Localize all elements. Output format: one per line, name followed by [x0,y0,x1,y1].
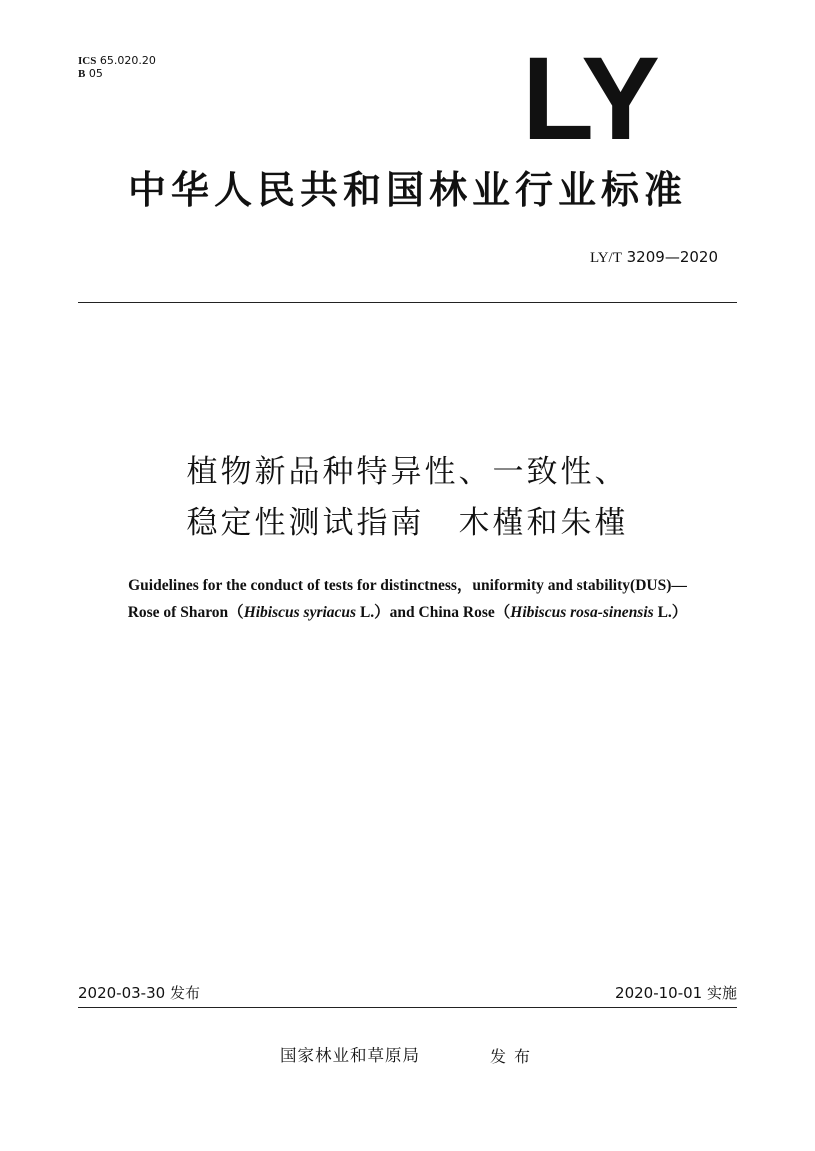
ly-logo: LY [522,33,658,165]
bottom-divider [78,1007,737,1008]
ccs-label: B [78,68,86,80]
effective-date: 2020-10-01 实施 [615,984,737,1002]
publish-date: 2020-03-30 发布 [78,984,200,1002]
english-title-species-2: Hibiscus rosa-sinensis [510,604,654,621]
ccs-code [78,67,103,81]
english-title-part-e: L.） [653,604,688,621]
top-divider [78,302,737,303]
english-title-line2 [30,601,785,625]
ics-value: 65.020.20 [99,54,156,67]
standard-title: 中华人民共和国林业行业标准 [127,168,687,212]
ccs-value: 05 [88,67,103,80]
ics-code [78,54,156,68]
standard-code-number: 3209—2020 [626,248,718,266]
english-title-part-c: L.）and China Rose（ [356,604,511,621]
english-title-species-1: Hibiscus syriacus [243,604,357,621]
main-title-line1: 植物新品种特异性、一致性、 [186,454,629,490]
standard-code-prefix: LY/T [590,250,622,266]
english-title-part-a: Rose of Sharon（ [127,604,244,621]
issued-label: 发布 [490,1047,539,1066]
main-title-line2: 稳定性测试指南 木槿和朱槿 [186,505,629,541]
english-title-line1: Guidelines for the conduct of tests for distinctness，uniformity and stability(DUS)— [128,577,687,594]
standard-code [590,247,718,268]
issuing-authority: 国家林业和草原局 [280,1046,420,1065]
ics-label: ICS [78,55,97,67]
